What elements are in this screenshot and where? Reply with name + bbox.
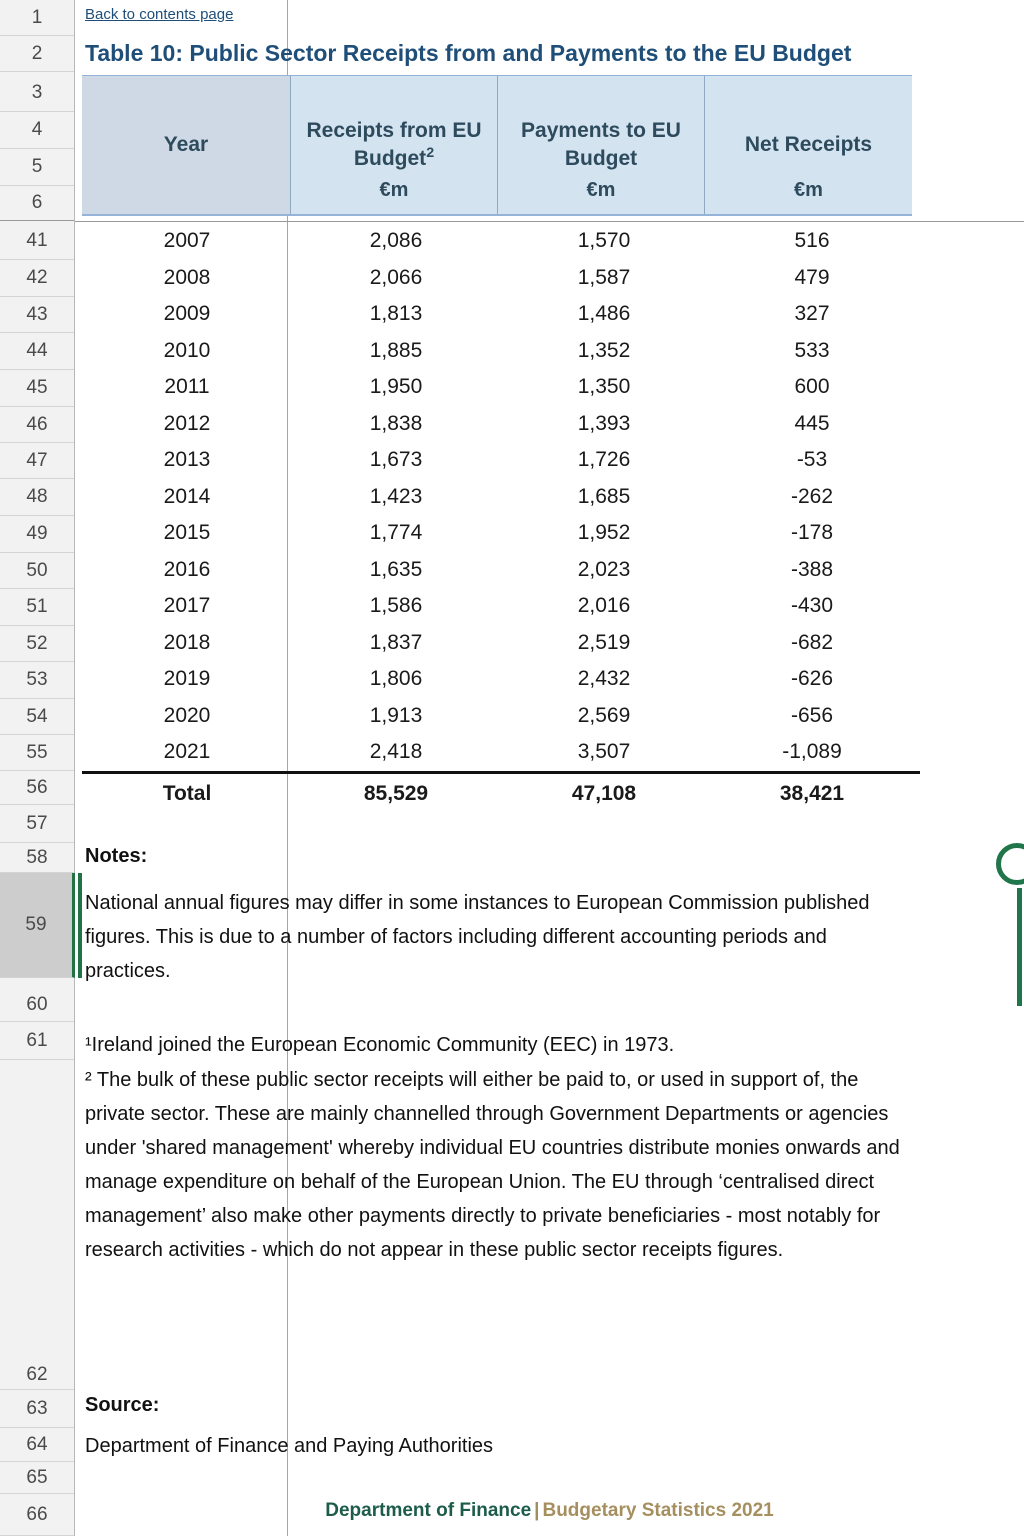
header-label-net: Net Receipts [744,133,873,156]
table-row[interactable] [82,734,920,771]
row-number-56[interactable]: 56 [0,771,74,805]
cell-receipts[interactable]: 1,806 [369,667,423,691]
row-number-44[interactable]: 44 [0,333,74,370]
total-cell-net[interactable]: 38,421 [779,782,845,805]
cell-net[interactable]: 516 [794,229,830,253]
row-number-gutter [0,0,75,1536]
table-row[interactable] [82,515,920,552]
cell-year[interactable]: 2017 [163,594,211,618]
cell-payments[interactable]: 1,587 [577,265,631,289]
hidden-rows-divider [75,221,1024,222]
table-row[interactable] [82,625,920,662]
row-number-43[interactable]: 43 [0,297,74,333]
cell-receipts[interactable]: 1,423 [369,484,423,508]
cell-year[interactable]: 2010 [163,338,211,362]
footnote-marker-2: 2 [426,145,435,161]
back-to-contents-link[interactable]: Back to contents page [85,6,234,23]
header-label-payments: Payments to EU Budget [521,119,681,170]
table-row[interactable] [82,369,920,406]
header-cell-net [705,76,912,214]
row-number-58[interactable]: 58 [0,843,74,873]
row-number-64[interactable]: 64 [0,1428,74,1462]
header-cell-receipts [291,76,498,214]
cell-net[interactable]: -430 [790,594,834,618]
header-unit-payments: €m [586,179,616,201]
cell-year[interactable]: 2009 [163,302,211,326]
header-label-year: Year [163,133,209,156]
total-cell-receipts[interactable]: 85,529 [363,782,429,805]
cell-year[interactable]: 2013 [163,448,211,472]
cell-year[interactable]: 2008 [163,265,211,289]
row-number-62[interactable]: 62 [0,1360,74,1390]
cell-payments[interactable]: 1,486 [577,302,631,326]
row-number-5[interactable]: 5 [0,149,74,186]
table-row[interactable] [82,296,920,333]
cell-payments[interactable]: 2,432 [577,667,631,691]
row-number-54[interactable]: 54 [0,699,74,735]
cell-net[interactable]: -656 [790,703,834,727]
row-number-42[interactable]: 42 [0,260,74,297]
cell-receipts[interactable]: 1,673 [369,448,423,472]
cell-payments[interactable]: 1,350 [577,375,631,399]
row-number-1[interactable]: 1 [0,0,74,36]
table-row[interactable] [82,552,920,589]
cell-receipts[interactable]: 1,774 [369,521,423,545]
row-number-55[interactable]: 55 [0,735,74,771]
cell-payments[interactable]: 1,685 [577,484,631,508]
footer-department: Department of Finance [325,1500,532,1521]
page-footer [75,1500,1024,1522]
cell-receipts[interactable]: 1,837 [369,630,423,654]
row-number-51[interactable]: 51 [0,589,74,626]
cell-net[interactable]: 533 [794,338,830,362]
cell-year[interactable]: 2007 [163,229,211,253]
cell-net[interactable]: -53 [796,448,828,472]
page-title: Table 10: Public Sector Receipts from and Payments to the EU Budget [85,40,852,66]
cell-payments[interactable]: 2,519 [577,630,631,654]
cell-payments[interactable]: 2,016 [577,594,631,618]
header-unit-receipts: €m [379,179,409,201]
table-row[interactable] [82,661,920,698]
cell-payments[interactable]: 1,570 [577,229,631,253]
cursor-tail-indicator [1017,888,1022,1006]
cell-receipts[interactable]: 1,635 [369,557,423,581]
cell-receipts[interactable]: 2,418 [369,740,423,764]
table-row[interactable] [82,406,920,443]
table-row[interactable] [82,442,920,479]
row-number-61[interactable]: 61 [0,1022,74,1060]
cell-net[interactable]: -178 [790,521,834,545]
footer-publication: Budgetary Statistics 2021 [542,1500,774,1521]
cell-year[interactable]: 2020 [163,703,211,727]
cell-payments[interactable]: 1,393 [577,411,631,435]
table-header-row [82,75,912,216]
note-general: National annual figures may differ in some instances to European Commission published figures. This is due to a number of factors including different accounting periods and practices. [85,892,870,982]
cell-year[interactable]: 2012 [163,411,211,435]
header-cell-year [82,76,291,214]
footer-separator: | [534,1500,540,1521]
row-number-53[interactable]: 53 [0,662,74,699]
row-number-46[interactable]: 46 [0,407,74,443]
cell-net[interactable]: 600 [794,375,830,399]
cell-net[interactable]: -1,089 [782,740,842,764]
cell-receipts[interactable]: 1,586 [369,594,423,618]
cell-receipts[interactable]: 1,913 [369,703,423,727]
table-row[interactable] [82,260,920,297]
note-1: ¹Ireland joined the European Economic Community (EEC) in 1973. [85,1034,675,1056]
table-row[interactable] [82,479,920,516]
table-row[interactable] [82,333,920,370]
row-number-65[interactable]: 65 [0,1462,74,1494]
cell-year[interactable]: 2011 [164,375,210,399]
cell-year[interactable]: 2019 [163,667,211,691]
active-cell-marker [78,873,82,978]
cell-net[interactable]: 327 [794,302,830,326]
row-number-3[interactable]: 3 [0,75,74,112]
cell-payments[interactable]: 1,952 [577,521,631,545]
table-row[interactable] [82,698,920,735]
cell-net[interactable]: -682 [790,630,834,654]
notes-label: Notes: [85,845,148,867]
header-label-receipts: Receipts from EU Budget$^2$ [306,119,482,170]
table-row[interactable] [82,588,920,625]
table-body [82,223,920,815]
row-number-59[interactable]: 59 [0,873,75,978]
row-number-4[interactable]: 4 [0,112,74,149]
cell-net[interactable]: 445 [794,411,830,435]
cell-receipts[interactable]: 1,885 [369,338,423,362]
spreadsheet-canvas [75,0,1024,1536]
row-number-49[interactable]: 49 [0,516,74,553]
row-number-66[interactable]: 66 [0,1494,74,1536]
cell-year[interactable]: 2014 [163,484,211,508]
header-unit-net: €m [794,179,823,201]
cell-net[interactable]: 479 [794,265,830,289]
cell-net[interactable]: -626 [790,667,834,691]
cell-net[interactable]: -388 [790,557,834,581]
cell-net[interactable]: -262 [790,484,834,508]
total-cell-year[interactable]: Total [162,782,212,805]
table-total-row[interactable] [82,771,920,815]
cell-year[interactable]: 2016 [163,557,211,581]
cell-payments[interactable]: 1,352 [577,338,631,362]
cell-receipts[interactable]: 1,950 [369,375,423,399]
source-label: Source: [85,1394,160,1416]
header-cell-payments [498,76,705,214]
table-row[interactable] [82,223,920,260]
cell-receipts[interactable]: 1,838 [369,411,423,435]
row-number-41[interactable]: 41 [0,223,74,260]
source-value: Department of Finance and Paying Authorities [85,1435,494,1457]
row-number-45[interactable]: 45 [0,370,74,407]
row-number-47[interactable]: 47 [0,443,74,479]
cell-year[interactable]: 2018 [163,630,211,654]
row-number-48[interactable]: 48 [0,479,74,516]
note-2: ² The bulk of these public sector receipts will either be paid to, or used in support of, the private sector. These are mainly channelled through Government Departments or agencies under 'shared management' whereby individual EU countries distribute monies onwards and manage expenditure on behalf of the European Union. The EU through ‘centralised direct management’ also make other payments directly to private beneficiaries - most notably for research activities - which do not appear in these public sector receipts figures. [85,1069,900,1261]
row-number-60[interactable]: 60 [0,988,74,1022]
cell-payments[interactable]: 2,023 [577,557,631,581]
row-number-57[interactable]: 57 [0,805,74,843]
cell-payments[interactable]: 1,726 [577,448,631,472]
row-number-50[interactable]: 50 [0,553,74,589]
cell-year[interactable]: 2021 [163,740,211,764]
cell-year[interactable]: 2015 [163,521,211,545]
row-number-52[interactable]: 52 [0,626,74,662]
cell-receipts[interactable]: 1,813 [369,302,423,326]
row-number-6[interactable]: 6 [0,186,74,221]
cell-payments[interactable]: 3,507 [577,740,631,764]
cell-receipts[interactable]: 2,086 [369,229,423,253]
row-number-63[interactable]: 63 [0,1390,74,1428]
cell-receipts[interactable]: 2,066 [369,265,423,289]
row-number-2[interactable]: 2 [0,36,74,72]
cell-payments[interactable]: 2,569 [577,703,631,727]
total-cell-payments[interactable]: 47,108 [571,782,637,805]
